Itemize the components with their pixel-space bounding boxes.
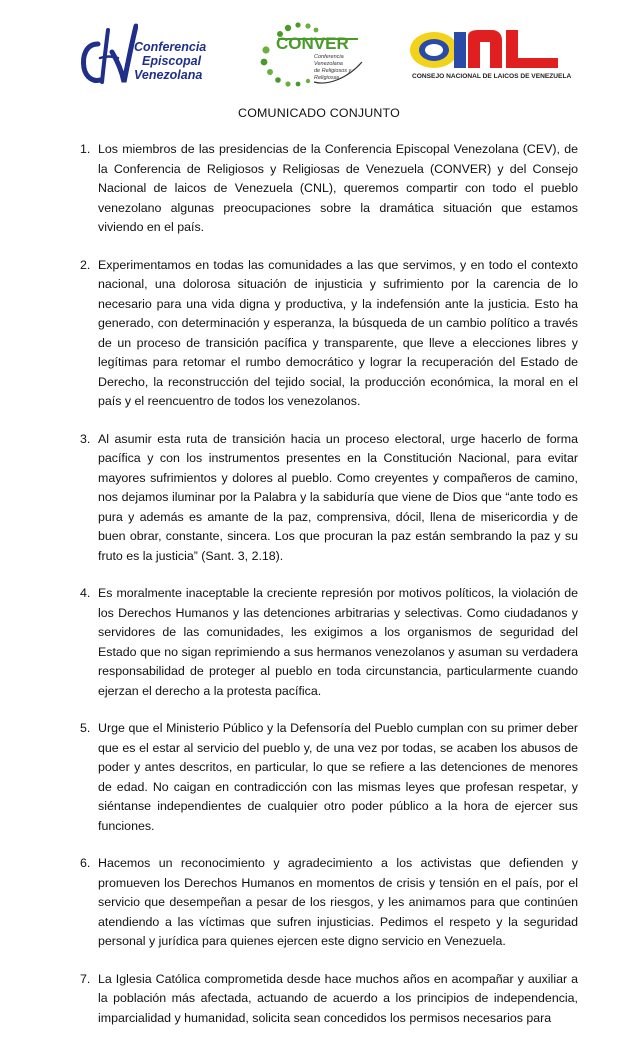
- conver-logo: [258, 22, 366, 88]
- list-item: [80, 970, 578, 1029]
- list-item: [80, 719, 578, 836]
- item-number: 3.: [80, 431, 91, 446]
- item-text: La Iglesia Católica comprometida desde hace muchos años en acompañar y auxiliar a la población más afectada, actuando de acuerdo a los principios de independencia, imparcialidad y humanidad, solicita sean concedidos los permisos necesarios para: [98, 971, 578, 1025]
- item-number: 2.: [80, 257, 91, 272]
- statement-list: [80, 140, 578, 1046]
- item-text: Es moralmente inaceptable la creciente represión por motivos políticos, la violación de los Derechos Humanos y las detenciones arbitrarias y selectivas. Como ciudadanos y servidores de las comunidades, les exigimos a los organismos de seguridad del Estado que no sigan reprimiendo a sus hermanos venezolanos y asuman su verdadera responsabilidad de proteger al pueblo en toda circunstancia, particularmente cuando ejerzan el derecho a la protesta pacífica.: [98, 586, 578, 698]
- conver-wordmark: CONVER: [276, 34, 349, 53]
- cev-line-1: Conferencia: [134, 40, 207, 54]
- list-item: [80, 430, 578, 567]
- cev-monogram-icon: [78, 22, 138, 88]
- item-text: Urge que el Ministerio Público y la Defensoría del Pueblo cumplan con su primer deber que es el estar al servicio del pueblo y, de una vez por todas, se acaben los abusos de poder y antes descritos, en particular, lo que se refiere a las detenciones de menores de edad. No caigan en contradicción con las mismas leyes que profesan respetar, y siéntanse independientes de cualquier otro poder público a la hora de ejercer sus funciones.: [98, 721, 578, 833]
- list-item: [80, 256, 578, 412]
- conver-sub-2: de Religiosos y Religiosas: [314, 68, 352, 81]
- header-logos: [0, 0, 638, 100]
- item-text: Hacemos un reconocimiento y agradecimiento a los activistas que defienden y promueven los Derechos Humanos en momentos de crisis y tensión en el país, por el servicio que desempeñan a pesar de los riesgos, y les animamos para que continúen atendiendo a las víctimas que sufren injusticias. Pedimos el respeto y la seguridad personal y jurídica para quienes ejercen este digno servicio en Venezuela.: [98, 856, 578, 948]
- item-number: 7.: [80, 971, 91, 986]
- item-number: 6.: [80, 856, 91, 870]
- item-number: 1.: [80, 142, 91, 156]
- cnl-caption: CONSEJO NACIONAL DE LAICOS DE VENEZUELA: [412, 73, 572, 80]
- item-number: 4.: [80, 586, 91, 600]
- conver-subtitle: [314, 54, 370, 82]
- list-item: [80, 584, 578, 701]
- list-item: [80, 140, 578, 238]
- cev-line-3: Venezolana: [134, 68, 203, 82]
- cev-line-2: Episcopal: [142, 54, 202, 68]
- cnl-emblem-icon: [408, 28, 568, 72]
- cev-logo: [78, 22, 228, 88]
- item-text: Al asumir esta ruta de transición hacia un proceso electoral, urge hacerlo de forma pacífica y con los instrumentos presentes en la Constitución Nacional, para evitar mayores sufrimientos y dolores al pueblo. Como creyentes y compañeros de camino, nos dejamos iluminar por la Palabra y la sabiduría que viene de Dios que “ante todo es pura y además es amante de la paz, comprensiva, dócil, llena de misericordia y de buen obrar, constante, sincera. Los que procuran la paz están sembrando la paz y su fruto es la justicia” (Sant. 3, 2.18).: [98, 431, 578, 563]
- item-number: 5.: [80, 721, 91, 735]
- cnl-logo: [408, 28, 572, 86]
- page-title: COMUNICADO CONJUNTO: [238, 106, 400, 120]
- item-text: Experimentamos en todas las comunidades a las que servimos, y en todo el contexto nacional, una dolorosa situación de injusticia y sufrimiento por la carencia de lo necesario para una vida digna y productiva, y la indefensión ante la justicia. Esto ha generado, con determinación y esperanza, la búsqueda de un cambio político a través de un proceso de transición pacífica y transparente, que lleve a elecciones libres y legítimas para retomar el rumbo democrático y lograr la recuperación del Estado de Derecho, la reconstrucción del tejido social, la producción económica, la moral en el país y el reencuentro de todos los venezolanos.: [98, 257, 578, 408]
- cev-wordmark: [134, 40, 206, 82]
- item-text: Los miembros de las presidencias de la Conferencia Episcopal Venezolana (CEV), de la Conferencia de Religiosos y Religiosas de Venezuela (CONVER) y del Consejo Nacional de laicos de Venezuela (CNL), queremos compartir con todo el pueblo venezolano algunas preocupaciones sobre la dramática situación que estamos viviendo en el país.: [98, 142, 578, 234]
- list-item: [80, 854, 578, 952]
- conver-sub-1: Conferencia Venezolana: [314, 54, 344, 67]
